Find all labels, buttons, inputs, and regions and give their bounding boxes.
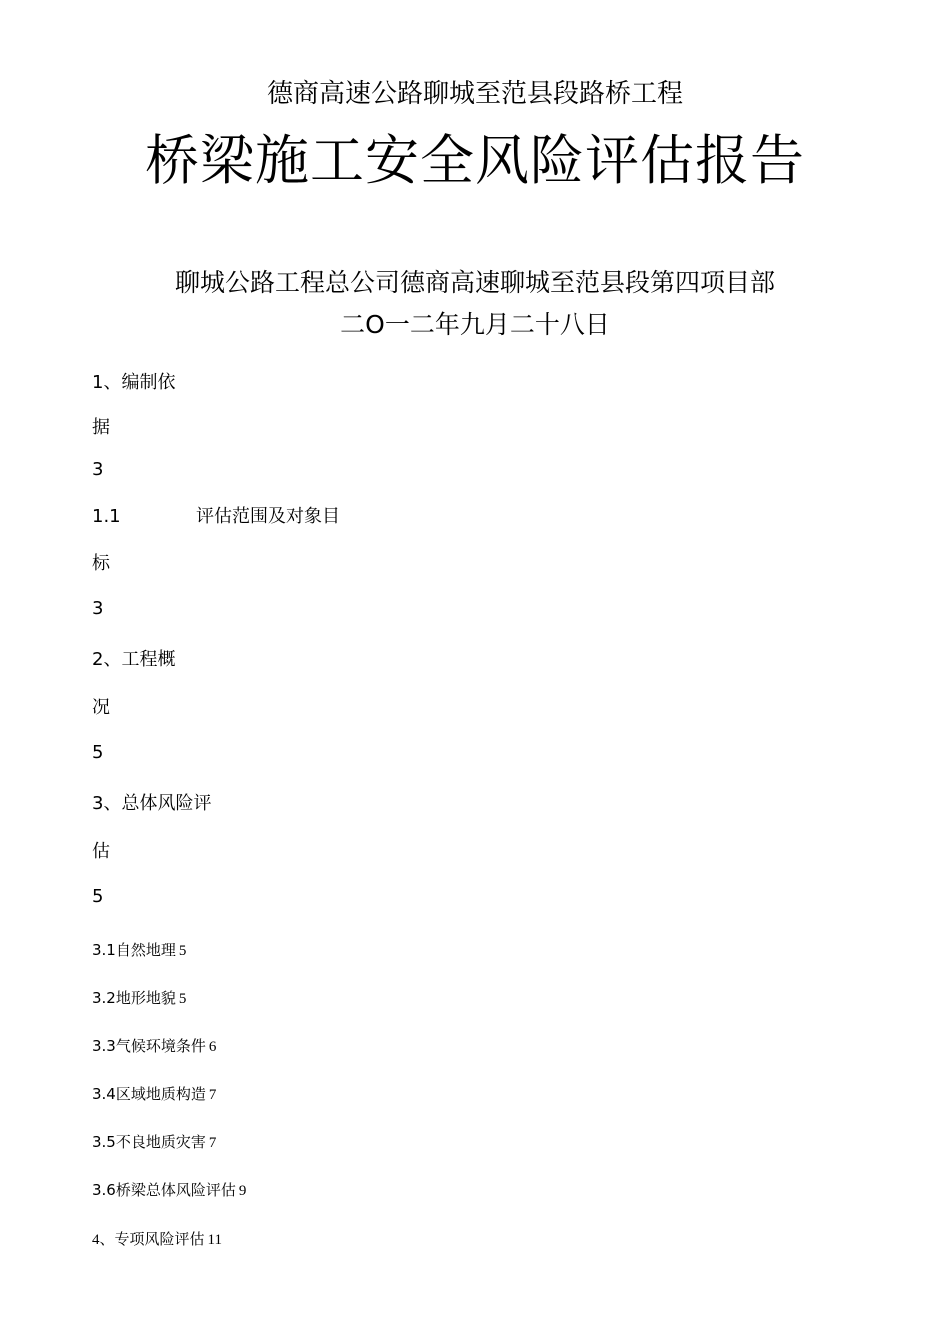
- toc-subitem-page: 6: [208, 1039, 217, 1055]
- report-subtitle: 德商高速公路聊城至范县段路桥工程: [266, 79, 683, 109]
- report-title: 桥梁施工安全风险评估报告: [145, 129, 805, 192]
- toc-subitem-number: 3.3: [92, 1037, 116, 1055]
- toc-subitem-number: 3.2: [92, 989, 116, 1007]
- toc-item-1-line1: 1、编制依: [92, 372, 176, 393]
- toc-subitem-label: 不良地质灾害: [115, 1133, 206, 1151]
- toc-item-2-page: 5: [92, 742, 104, 763]
- toc-subitem-number: 3.1: [92, 941, 116, 959]
- toc-item-3-line2: 估: [92, 841, 110, 862]
- toc-subitem-label: 桥梁总体风险评估: [115, 1181, 236, 1199]
- toc-subitem: [92, 1035, 216, 1058]
- toc-item-3-page: 5: [92, 886, 104, 907]
- toc-subitem-label: 自然地理: [115, 941, 176, 959]
- toc-item-1-line2: 据: [92, 417, 110, 438]
- toc-item-1-1-line1: 评估范围及对象目: [196, 506, 340, 527]
- toc-item-1-1-line2: 标: [92, 553, 110, 574]
- toc-subitem-number: 3.4: [92, 1085, 116, 1103]
- toc-item-4-label: 、专项风险评估: [99, 1230, 205, 1248]
- toc-subitem-number: 3.6: [92, 1181, 116, 1199]
- toc-item-4: [92, 1228, 222, 1251]
- toc-subitem-label: 区域地质构造: [115, 1085, 206, 1103]
- toc-subitem-number: 3.5: [92, 1133, 116, 1151]
- toc-subitem-page: 7: [208, 1135, 217, 1151]
- toc-item-1-page: 3: [92, 459, 104, 480]
- toc-item-4-page: 11: [207, 1232, 222, 1248]
- toc-subitem: [92, 1083, 216, 1106]
- toc-subitem-label: 气候环境条件: [115, 1037, 206, 1055]
- toc-item-1-1: [92, 504, 340, 530]
- toc-subitem-page: 5: [178, 943, 187, 959]
- toc-item-1-1-number: 1.1: [92, 506, 121, 527]
- toc-item-2-line2: 况: [92, 697, 110, 718]
- toc-subitem: [92, 939, 186, 962]
- toc-item-2-line1: 2、工程概: [92, 649, 176, 670]
- organization-name: 聊城公路工程总公司德商高速聊城至范县段第四项目部: [174, 268, 775, 297]
- toc-subitem-page: 7: [208, 1087, 217, 1103]
- toc-subitem: [92, 1131, 216, 1154]
- toc-item-1-1-page: 3: [92, 598, 104, 619]
- toc-subitem: [92, 1179, 246, 1202]
- toc-subitem: [92, 987, 186, 1010]
- toc-subitem-page: 9: [238, 1183, 247, 1199]
- toc-subitem-page: 5: [178, 991, 187, 1007]
- report-date: 二O一二年九月二十八日: [340, 310, 610, 339]
- toc-subitem-label: 地形地貌: [115, 989, 176, 1007]
- toc-item-4-number: 4: [92, 1232, 100, 1248]
- toc-item-3-line1: 3、总体风险评: [92, 793, 212, 814]
